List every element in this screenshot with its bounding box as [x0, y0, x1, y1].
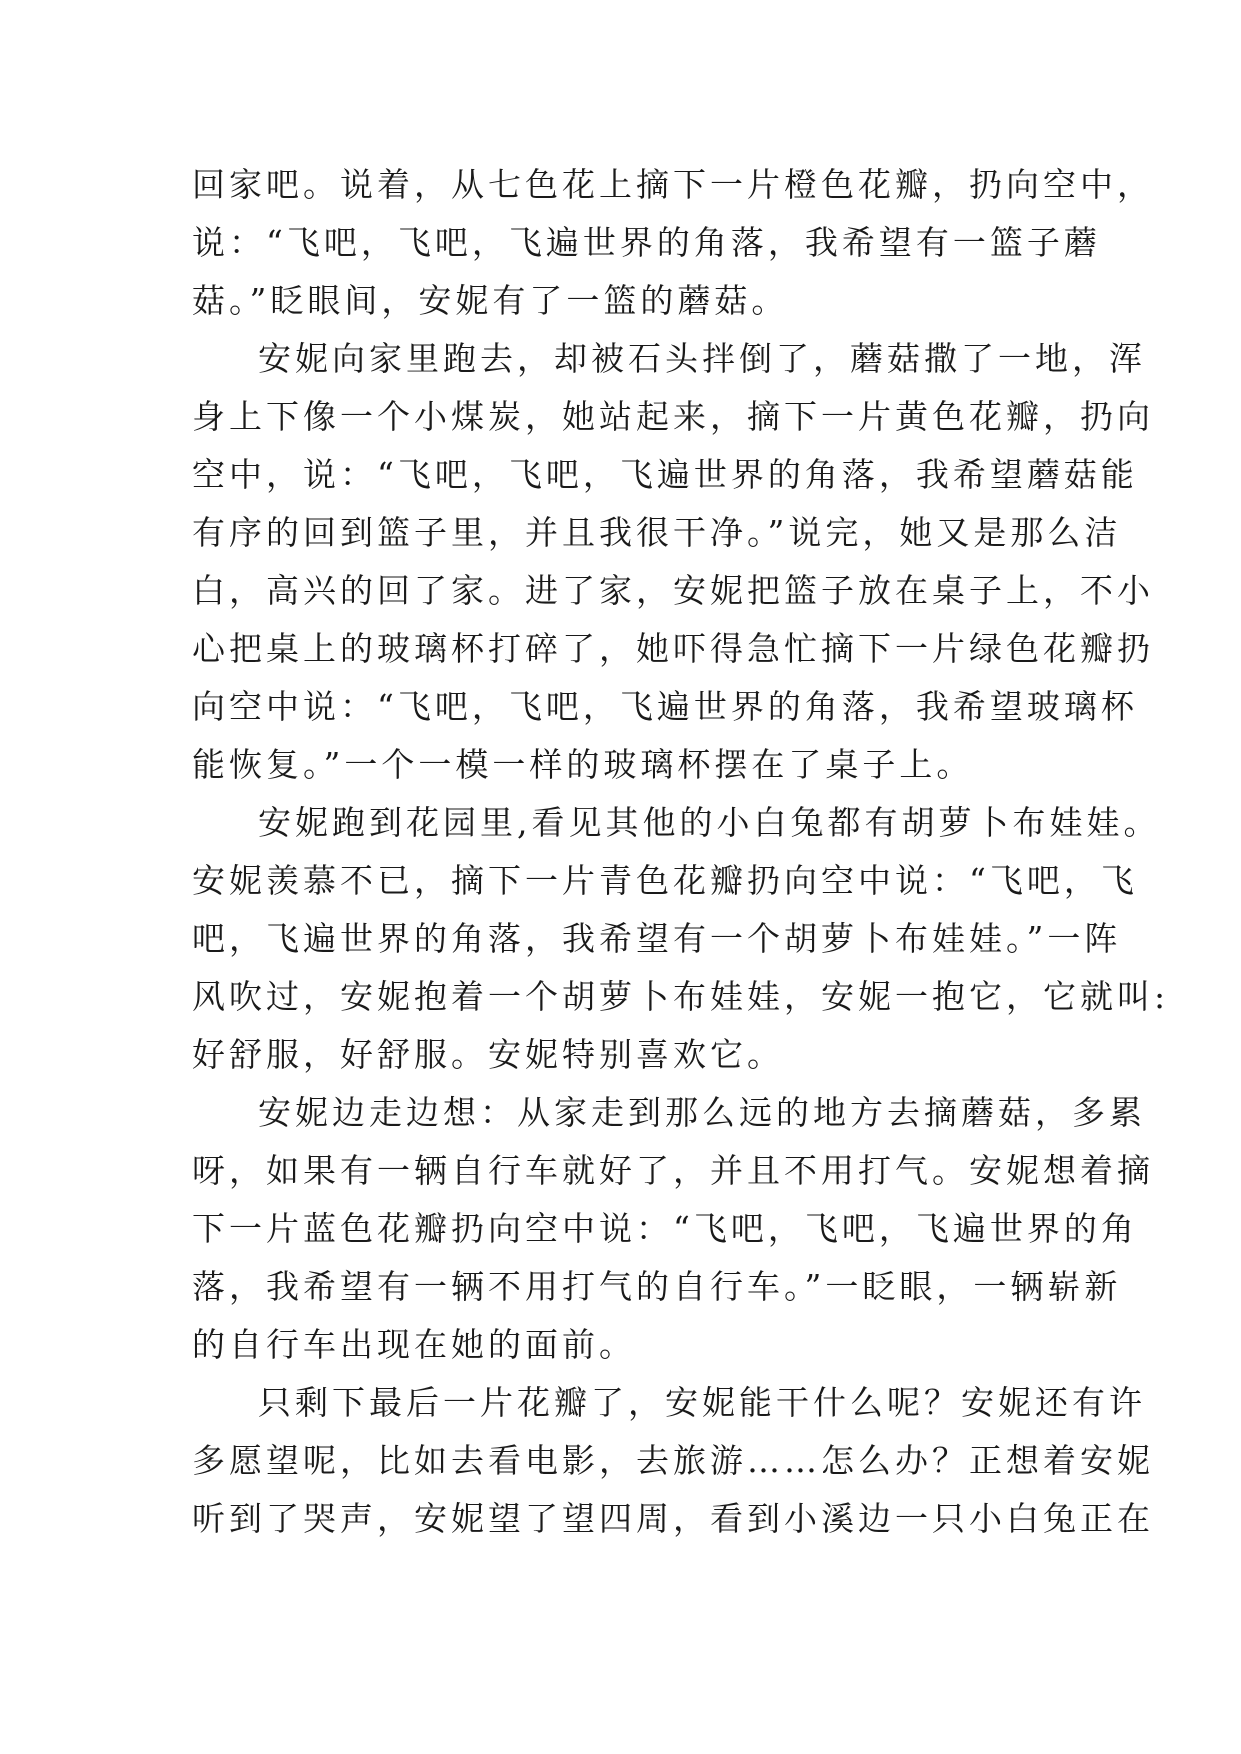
text-line: 说：“飞吧，飞吧，飞遍世界的角落，我希望有一篮子蘑: [192, 223, 1101, 262]
text-line: 白，高兴的回了家。进了家，安妮把篮子放在桌子上，不小: [192, 571, 1154, 610]
text-line: 听到了哭声，安妮望了望四周，看到小溪边一只小白兔正在: [192, 1499, 1154, 1538]
text-line: 呀，如果有一辆自行车就好了，并且不用打气。安妮想着摘: [192, 1151, 1154, 1190]
paragraph: [192, 330, 1154, 794]
text-line: 安妮跑到花园里,看见其他的小白兔都有胡萝卜布娃娃。: [258, 803, 1161, 842]
text-line: 吧，飞遍世界的角落，我希望有一个胡萝卜布娃娃。”一阵: [192, 919, 1122, 958]
text-line: 好舒服，好舒服。安妮特别喜欢它。: [192, 1035, 784, 1074]
text-line: 菇。”眨眼间，安妮有了一篮的蘑菇。: [192, 281, 789, 320]
text-line: 回家吧。说着，从七色花上摘下一片橙色花瓣，扔向空中，: [192, 165, 1154, 204]
text-line: 安妮边走边想：从家走到那么远的地方去摘蘑菇，多累: [258, 1093, 1146, 1132]
paragraph: [192, 1374, 1154, 1548]
paragraph: [192, 156, 1154, 330]
text-line: 能恢复。”一个一模一样的玻璃杯摆在了桌子上。: [192, 745, 974, 784]
text-line: 下一片蓝色花瓣扔向空中说：“飞吧，飞吧，飞遍世界的角: [192, 1209, 1138, 1248]
text-line: 风吹过，安妮抱着一个胡萝卜布娃娃，安妮一抱它，它就叫:: [192, 977, 1170, 1016]
text-line: 向空中说：“飞吧，飞吧，飞遍世界的角落，我希望玻璃杯: [192, 687, 1138, 726]
text-line: 安妮向家里跑去，却被石头拌倒了，蘑菇撒了一地，浑: [258, 339, 1146, 378]
paragraph: [192, 1084, 1154, 1374]
text-line: 落，我希望有一辆不用打气的自行车。”一眨眼，一辆崭新: [192, 1267, 1122, 1306]
text-line: 空中，说：“飞吧，飞吧，飞遍世界的角落，我希望蘑菇能: [192, 455, 1138, 494]
story-text: [192, 156, 1170, 1548]
text-line: 心把桌上的玻璃杯打碎了，她吓得急忙摘下一片绿色花瓣扔: [192, 629, 1154, 668]
text-line: 有序的回到篮子里，并且我很干净。”说完，她又是那么洁: [192, 513, 1122, 552]
text-line: 多愿望呢，比如去看电影，去旅游……怎么办？正想着安妮: [192, 1441, 1154, 1480]
paragraph: [192, 794, 1170, 1084]
text-line: 身上下像一个小煤炭，她站起来，摘下一片黄色花瓣，扔向: [192, 397, 1154, 436]
text-line: 只剩下最后一片花瓣了，安妮能干什么呢？安妮还有许: [258, 1383, 1146, 1422]
text-line: 的自行车出现在她的面前。: [192, 1325, 636, 1364]
text-line: 安妮羡慕不已，摘下一片青色花瓣扔向空中说：“飞吧，飞: [192, 861, 1138, 900]
